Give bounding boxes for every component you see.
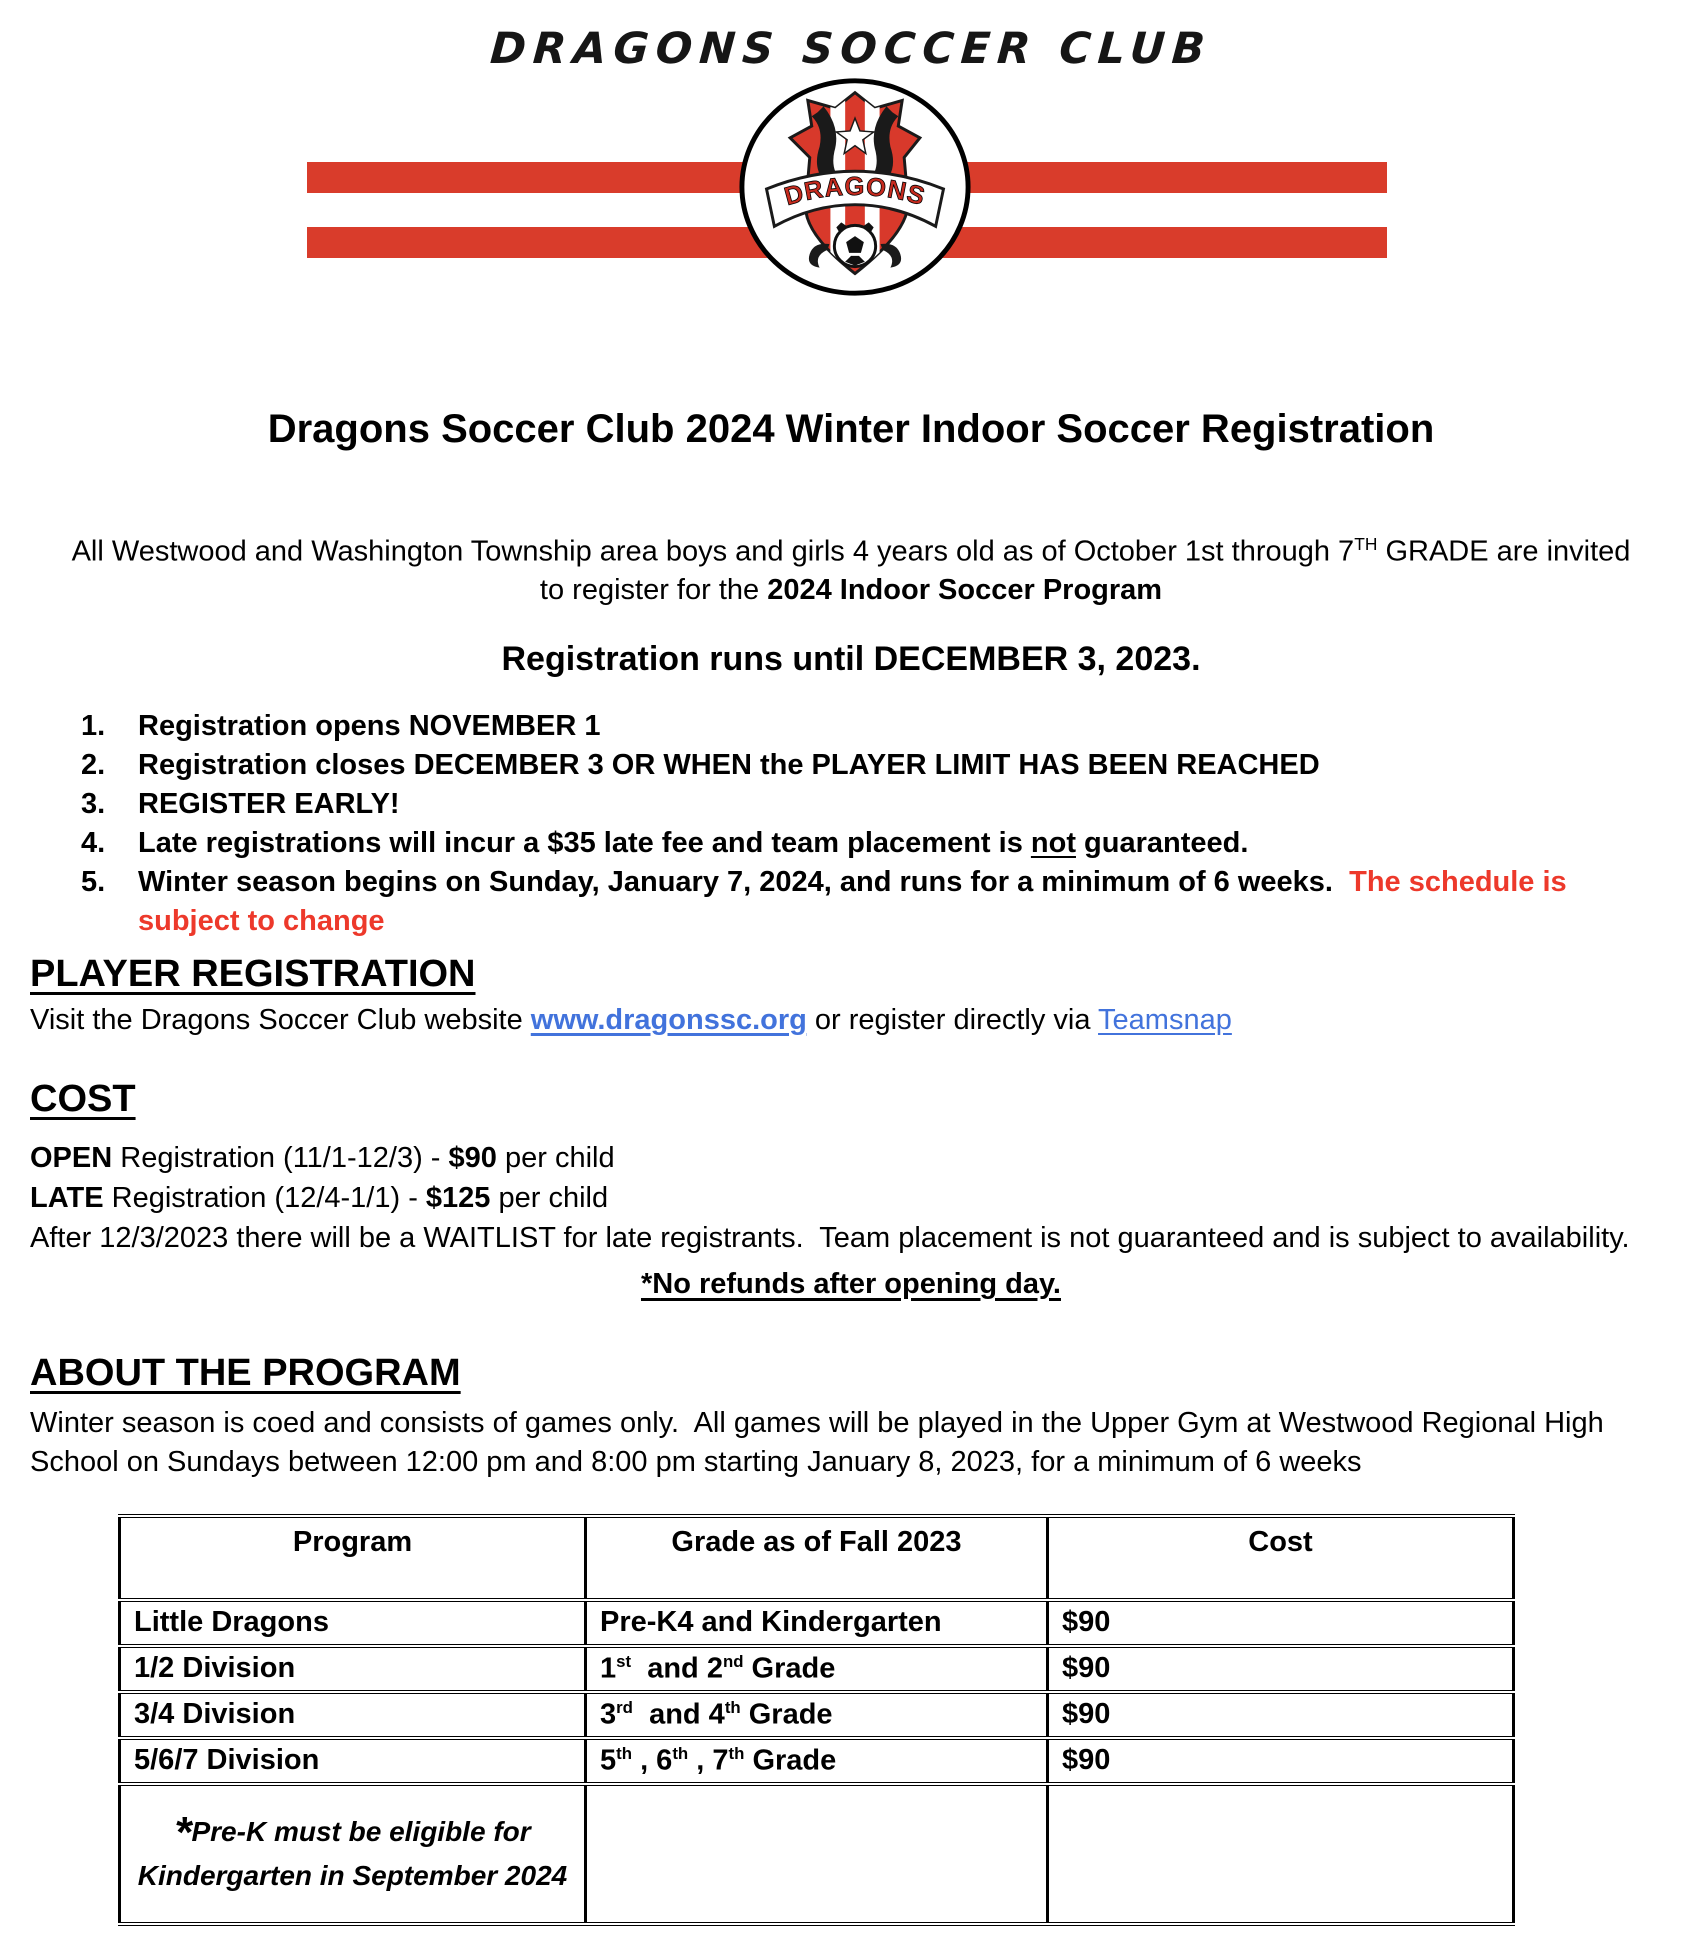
list-item-text: Registration closes DECEMBER 3 OR WHEN the PLAYER LIMIT HAS BEEN REACHED	[138, 748, 1320, 781]
table-row	[120, 1738, 1514, 1784]
registration-rules-list	[30, 707, 1672, 941]
column-header-cost: Cost	[1048, 1516, 1514, 1600]
empty-cell	[1048, 1784, 1514, 1924]
underlined-word: not	[1030, 826, 1076, 859]
player-registration-text: Visit the Dragons Soccer Club website www.dragonssc.org or register directly via Teamsnap	[30, 1003, 1232, 1036]
table-row	[120, 1692, 1514, 1738]
website-link[interactable]: www.dragonssc.org	[530, 1003, 807, 1036]
footnote-asterisk: *	[174, 1807, 192, 1857]
cost-heading: COST	[30, 1077, 136, 1120]
header-banner	[0, 0, 1702, 300]
empty-cell	[586, 1784, 1048, 1924]
cost-cell: $90	[1048, 1738, 1514, 1784]
list-item-number: 3.	[81, 787, 106, 820]
logo-banner-text: DRAGONS	[781, 172, 929, 212]
list-item-number: 5.	[81, 865, 106, 898]
table-footnote-row	[120, 1784, 1514, 1924]
page-title: Dragons Soccer Club 2024 Winter Indoor Soccer Registration	[267, 407, 1435, 451]
list-item	[81, 746, 1672, 785]
cost-cell: $90	[1048, 1600, 1514, 1646]
grade-cell: Pre-K4 and Kindergarten	[586, 1600, 1048, 1646]
program-cell: 5/6/7 Division	[120, 1738, 586, 1784]
grade-cell: 1st and 2nd Grade	[586, 1646, 1048, 1692]
column-header-program: Program	[120, 1516, 586, 1600]
list-item-number: 1.	[81, 709, 106, 742]
intro-paragraph: All Westwood and Washington Township area boys and girls 4 years old as of October 1st through 7TH GRADE are invited to register for the 2024 Indoor Soccer Program	[71, 534, 1631, 606]
footnote-text: Pre-K must be eligible for	[191, 1815, 531, 1847]
waitlist-note: After 12/3/2023 there will be a WAITLIST for late registrants. Team placement is not guaranteed and is subject to availability.	[30, 1221, 1630, 1254]
dragons-club-logo	[737, 76, 973, 298]
program-table	[118, 1514, 1515, 1926]
list-item	[81, 863, 1672, 941]
no-refunds-note: *No refunds after opening day.	[640, 1267, 1061, 1300]
footnote-cell: *Pre-K must be eligible for Kindergarten in September 2024	[120, 1784, 586, 1924]
schedule-warning-red-text: The schedule is	[1349, 865, 1567, 898]
list-item-text: Late registrations will incur a $35 late fee and team placement is not guaranteed.	[138, 826, 1249, 859]
table-row	[120, 1646, 1514, 1692]
list-item-text: Winter season begins on Sunday, January 7, 2024, and runs for a minimum of 6 weeks. The schedule is subject to change	[138, 865, 1567, 937]
late-registration-line: LATE Registration (12/4-1/1) - $125 per child	[30, 1181, 609, 1214]
open-registration-line: OPEN Registration (11/1-12/3) - $90 per child	[30, 1141, 615, 1174]
player-registration-heading: PLAYER REGISTRATION	[30, 952, 476, 995]
schedule-warning-red-text: subject to change	[138, 904, 385, 937]
list-item-number: 4.	[81, 826, 106, 859]
list-item-text: Registration opens NOVEMBER 1	[138, 709, 601, 742]
club-name: DRAGONS SOCCER CLUB	[488, 24, 1214, 74]
about-program-heading: ABOUT THE PROGRAM	[30, 1351, 461, 1394]
cost-cell: $90	[1048, 1646, 1514, 1692]
grade-cell: 5th , 6th , 7th Grade	[586, 1738, 1048, 1784]
flyer-body	[0, 405, 1702, 1926]
list-item-number: 2.	[81, 748, 106, 781]
table-header-row	[120, 1516, 1514, 1600]
list-item	[81, 785, 1672, 824]
about-program-text: Winter season is coed and consists of games only. All games will be played in the Upper Gym at Westwood Regional High School on Sundays between 12:00 pm and 8:00 pm starting January 8, 2023, for a minimum of 6 weeks	[30, 1406, 1604, 1478]
program-name-bold: 2024 Indoor Soccer Program	[767, 573, 1163, 606]
program-cell: Little Dragons	[120, 1600, 586, 1646]
list-item-text: REGISTER EARLY!	[138, 787, 400, 820]
list-item	[81, 707, 1672, 746]
intro-line1: All Westwood and Washington Township area boys and girls 4 years old as of October 1st through 7	[71, 535, 1355, 568]
intro-superscript: TH	[1354, 534, 1378, 554]
grade-cell: 3rd and 4th Grade	[586, 1692, 1048, 1738]
teamsnap-link[interactable]: Teamsnap	[1098, 1003, 1232, 1036]
column-header-grade: Grade as of Fall 2023	[586, 1516, 1048, 1600]
program-cell: 3/4 Division	[120, 1692, 586, 1738]
cost-details	[30, 1138, 1672, 1304]
late-price: $125	[425, 1181, 491, 1214]
program-cell: 1/2 Division	[120, 1646, 586, 1692]
list-item	[81, 824, 1672, 863]
open-price: $90	[448, 1141, 497, 1174]
deadline-heading: Registration runs until DECEMBER 3, 2023.	[501, 639, 1201, 678]
table-row	[120, 1600, 1514, 1646]
cost-cell: $90	[1048, 1692, 1514, 1738]
